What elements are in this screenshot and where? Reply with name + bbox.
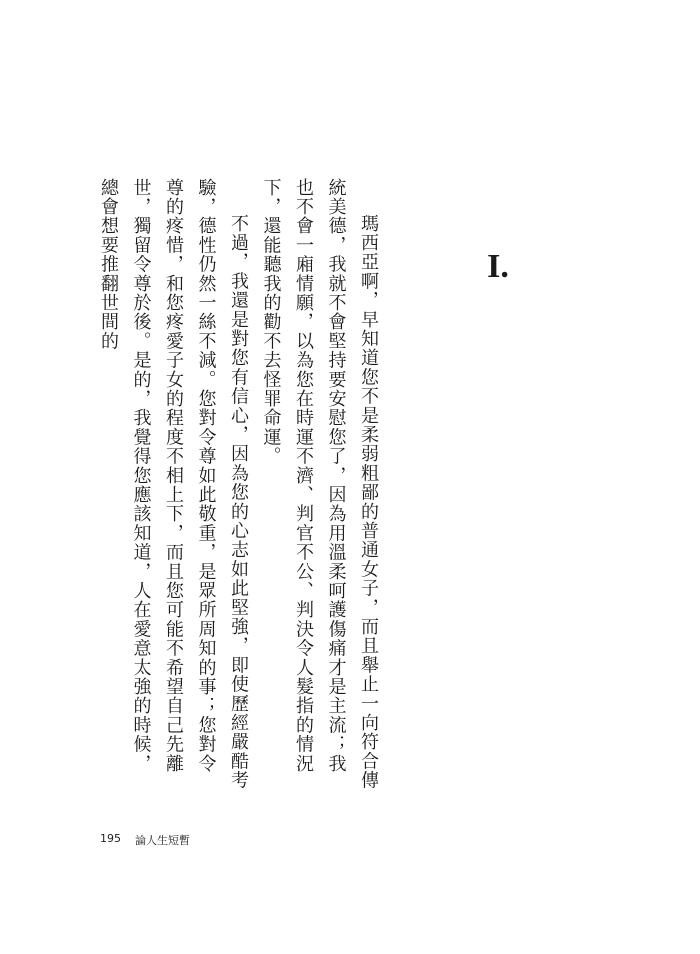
chapter-title: I. bbox=[487, 248, 509, 285]
body-text bbox=[92, 178, 385, 790]
paragraph-1: 瑪西亞啊，早知道您不是柔弱粗鄙的普通女子，而且舉止一向符合傳統美德，我就不會堅持要安慰您了，因為用溫柔呵護傷痛才是主流；我也不會一廂情願，以為您在時運不濟、判官不公、判決令人髮指的情況下，還能聽我的勸不去怪罪命運。 bbox=[260, 178, 379, 790]
page-number: 195 bbox=[100, 832, 121, 845]
paragraph-2: 不過，我還是對您有信心，因為您的心志如此堅強，即使歷經嚴酷考驗，德性仍然一絲不減。您對令尊如此敬重，是眾所周知的事；您對令尊的疼惜，和您疼愛子女的程度不相上下，而且您可能不希望自己先離世，獨留令尊於後。是的，我覺得您應該知道，人在愛意太強的時候，總會想要推翻世間的 bbox=[98, 178, 249, 790]
page-footer bbox=[100, 832, 190, 848]
running-title: 論人生短暫 bbox=[135, 834, 190, 847]
